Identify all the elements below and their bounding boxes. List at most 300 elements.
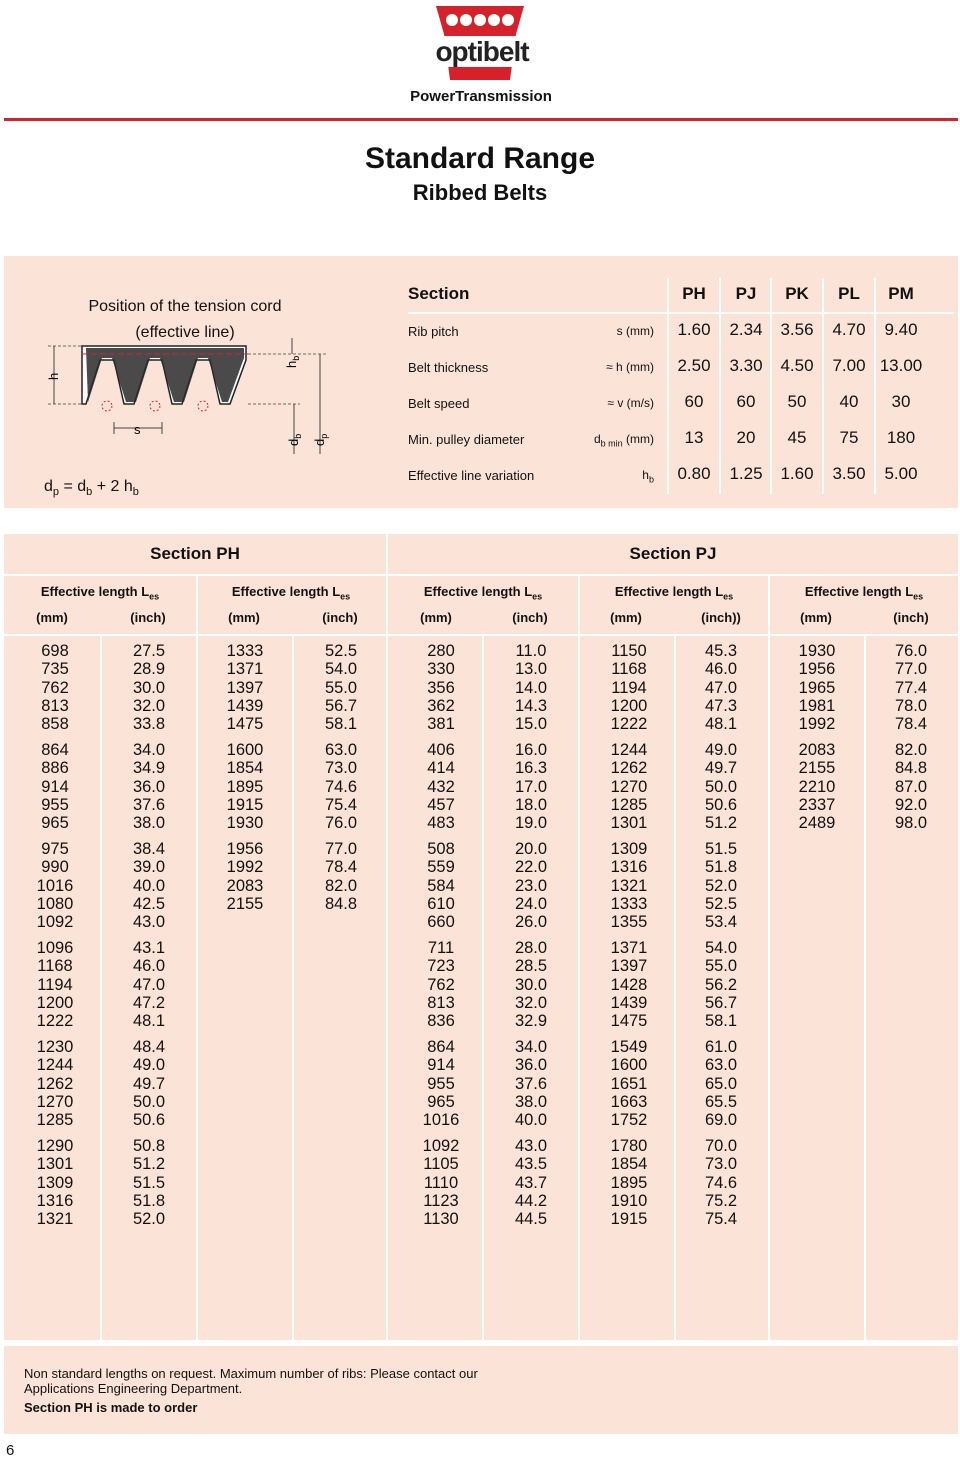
length-cell: 990 [41, 858, 69, 877]
length-cell: 28.9 [132, 660, 166, 679]
length-cell: 1092 [422, 1136, 460, 1155]
length-cell: 1262 [610, 759, 648, 778]
length-cell: 55.0 [324, 678, 358, 697]
length-cell: 52.5 [324, 642, 358, 660]
length-cell: 1992 [798, 715, 836, 734]
length-cell: 52.5 [704, 894, 738, 913]
length-cell: 1290 [36, 1136, 74, 1155]
length-cell: 1092 [36, 913, 74, 932]
length-cell: 508 [427, 839, 455, 858]
length-cell: 77.0 [894, 660, 928, 679]
length-cell: 1316 [610, 858, 648, 877]
length-cell: 73.0 [704, 1155, 738, 1174]
label-db: $d_b$ [286, 433, 303, 446]
length-cell: 559 [427, 858, 455, 877]
length-cell: 1780 [610, 1136, 648, 1155]
length-cell: 406 [427, 740, 455, 759]
length-cell: 1194 [611, 678, 647, 697]
row-group [102, 840, 196, 931]
length-cell: 48.1 [132, 1012, 166, 1031]
length-cell: 51.8 [132, 1191, 166, 1210]
notes-panel [4, 1346, 958, 1434]
row-group [198, 642, 292, 733]
row-group [864, 642, 958, 733]
row-group [674, 1137, 768, 1228]
length-cell: 762 [41, 678, 69, 697]
length-cell: 32.0 [514, 993, 548, 1012]
length-cell: 75.4 [324, 795, 358, 814]
length-cell: 1130 [423, 1210, 459, 1229]
length-cell: 43.7 [514, 1173, 548, 1192]
notes-text: Non standard lengths on request. Maximum number of ribs: Please contact our Applications Engineering Department. [24, 1366, 478, 1396]
length-cell: 1965 [798, 678, 836, 697]
length-cell: 52.0 [132, 1210, 166, 1229]
length-cell: 76.0 [894, 642, 928, 660]
length-cell: 30.0 [132, 678, 166, 697]
row-group [8, 939, 102, 1030]
unit-mm: (mm) [420, 610, 452, 625]
length-cell: 63.0 [324, 740, 358, 759]
length-cell: 381 [427, 715, 455, 734]
row-group [8, 1137, 102, 1228]
length-cell: 1316 [36, 1191, 74, 1210]
section-pm: PM [888, 284, 914, 303]
length-cell: 1222 [610, 715, 648, 734]
length-cell: 74.6 [704, 1173, 738, 1192]
length-cell: 1309 [36, 1173, 74, 1192]
length-cell: 78.0 [894, 696, 928, 715]
unit-inch: (inch) [893, 610, 929, 625]
row-group [770, 642, 864, 733]
length-cell: 50.6 [704, 795, 738, 814]
length-cell: 660 [427, 913, 455, 932]
length-cell: 48.1 [704, 715, 738, 734]
length-cell: 56.7 [704, 993, 738, 1012]
row-group [674, 1038, 768, 1129]
length-cell: 54.0 [324, 660, 358, 679]
row-group [484, 840, 578, 931]
row-group [394, 741, 488, 832]
spec-row-min-pulley: Min. pulley diameter $d_{b min}$ (mm) 13 20 45 75 180 [408, 428, 916, 449]
length-cell: 1333 [226, 642, 264, 660]
length-cell: 45.3 [704, 642, 738, 660]
length-cell: 1956 [226, 839, 264, 858]
row-group [394, 939, 488, 1030]
length-cell: 1956 [798, 660, 836, 679]
length-cell: 1600 [610, 1056, 648, 1075]
length-cell: 914 [427, 1056, 455, 1075]
page-title: Standard Range [364, 142, 596, 175]
pj-inch-column-2 [674, 642, 768, 1236]
length-cell: 1285 [610, 795, 648, 814]
page-subtitle: Ribbed Belts [412, 180, 548, 205]
length-cell: 78.4 [324, 858, 358, 877]
length-cell: 42.5 [132, 894, 166, 913]
eff-length-heading: Effective length $L_{es}$ [804, 584, 924, 602]
row-group [864, 741, 958, 832]
length-cell: 1663 [610, 1092, 648, 1111]
length-cell: 36.0 [132, 777, 166, 796]
length-cell: 58.1 [324, 715, 358, 734]
eff-length-heading: Effective length $L_{es}$ [231, 584, 351, 602]
length-cell: 1285 [36, 1111, 74, 1130]
length-cell: 23.0 [514, 876, 548, 895]
row-group [102, 1137, 196, 1228]
length-cell: 1397 [226, 678, 264, 697]
row-group [294, 741, 388, 832]
notes-made-to-order: Section PH is made to order [24, 1400, 198, 1415]
length-tables-panel [4, 534, 958, 1340]
length-cell: 26.0 [514, 913, 548, 932]
ph-inch-column-2 [294, 642, 388, 921]
length-cell: 61.0 [704, 1037, 738, 1056]
spec-vline [874, 278, 876, 494]
length-cell: 457 [427, 795, 455, 814]
length-cell: 1244 [36, 1056, 74, 1075]
length-cell: 47.0 [132, 975, 166, 994]
length-cell: 698 [41, 642, 69, 660]
length-cell: 2155 [798, 759, 836, 778]
length-cell: 2489 [798, 814, 836, 833]
spec-vline [770, 278, 772, 494]
length-cell: 51.2 [704, 814, 738, 833]
length-cell: 280 [427, 642, 455, 660]
length-cell: 40.0 [132, 876, 166, 895]
length-cell: 56.2 [704, 975, 738, 994]
unit-inch: (inch) [512, 610, 548, 625]
row-group [8, 840, 102, 931]
length-cell: 1992 [226, 858, 264, 877]
length-cell: 18.0 [514, 795, 548, 814]
row-group [484, 939, 578, 1030]
length-cell: 49.0 [132, 1056, 166, 1075]
length-cell: 1016 [36, 876, 74, 895]
length-cell: 46.0 [132, 957, 166, 976]
length-cell: 22.0 [514, 858, 548, 877]
row-group [582, 939, 676, 1030]
length-cell: 28.0 [514, 938, 548, 957]
row-group [484, 642, 578, 733]
pj-mm-column-1 [394, 642, 488, 1236]
row-group [770, 741, 864, 832]
label-dp: $d_p$ [312, 433, 329, 446]
length-cell: 46.0 [704, 660, 738, 679]
length-cell: 813 [41, 696, 69, 715]
length-cell: 84.8 [894, 759, 928, 778]
section-ph-title: Section PH [150, 544, 240, 563]
length-cell: 24.0 [514, 894, 548, 913]
length-cell: 1915 [610, 1210, 648, 1229]
length-cell: 87.0 [894, 777, 928, 796]
length-cell: 77.4 [894, 678, 928, 697]
length-cell: 14.0 [514, 678, 548, 697]
length-cell: 584 [427, 876, 455, 895]
length-cell: 1222 [36, 1012, 74, 1031]
length-cell: 52.0 [704, 876, 738, 895]
length-cell: 15.0 [514, 715, 548, 734]
ph-inch-column-1 [102, 642, 196, 1236]
length-cell: 51.2 [132, 1155, 166, 1174]
length-cell: 432 [427, 777, 455, 796]
label-h: h [46, 372, 61, 380]
length-cell: 34.9 [132, 759, 166, 778]
ph-mm-column-2 [198, 642, 292, 921]
length-cell: 74.6 [324, 777, 358, 796]
row-group [394, 1038, 488, 1129]
length-cell: 70.0 [704, 1136, 738, 1155]
length-cell: 1355 [610, 913, 648, 932]
length-cell: 65.5 [704, 1092, 738, 1111]
length-cell: 1371 [610, 938, 648, 957]
length-cell: 2083 [226, 876, 264, 895]
length-cell: 78.4 [894, 715, 928, 734]
length-cell: 82.0 [894, 740, 928, 759]
length-cell: 34.0 [514, 1037, 548, 1056]
length-cell: 1895 [610, 1173, 648, 1192]
length-cell: 34.0 [132, 740, 166, 759]
length-cell: 1428 [610, 975, 648, 994]
length-cell: 98.0 [894, 814, 928, 833]
row-group [294, 642, 388, 733]
length-cell: 77.0 [324, 839, 358, 858]
length-cell: 73.0 [324, 759, 358, 778]
length-cell: 84.8 [324, 894, 358, 913]
length-cell: 1895 [226, 777, 264, 796]
length-cell: 836 [427, 1012, 455, 1031]
length-cell: 47.3 [704, 696, 738, 715]
length-cell: 48.4 [132, 1037, 166, 1056]
length-cell: 47.0 [704, 678, 738, 697]
length-cell: 50.0 [132, 1092, 166, 1111]
row-group [674, 939, 768, 1030]
spec-divider [408, 312, 954, 314]
length-cell: 955 [427, 1074, 455, 1093]
length-cell: 43.0 [514, 1136, 548, 1155]
spec-row-rib-pitch: Rib pitch s (mm) 1.60 2.34 3.56 4.70 9.40 [408, 320, 918, 339]
length-cell: 1270 [36, 1092, 74, 1111]
length-cell: 723 [427, 957, 455, 976]
length-cell: 16.0 [514, 740, 548, 759]
pj-mm-column-3 [770, 642, 864, 840]
length-cell: 54.0 [704, 938, 738, 957]
tagline: PowerTransmission [410, 88, 552, 105]
row-group [484, 1137, 578, 1228]
length-cell: 1150 [611, 642, 647, 660]
pj-inch-column-1 [484, 642, 578, 1236]
spec-row-belt-thickness: Belt thickness ≈ h (mm) 2.50 3.30 4.50 7.00 13.00 [408, 356, 923, 375]
length-cell: 1244 [610, 740, 648, 759]
length-cell: 356 [427, 678, 455, 697]
pj-inch-column-3 [864, 642, 958, 840]
length-cell: 50.8 [132, 1136, 166, 1155]
row-group [198, 840, 292, 913]
length-cell: 17.0 [514, 777, 548, 796]
pj-mm-column-2 [582, 642, 676, 1236]
header-divider [4, 118, 958, 121]
section-pj: PJ [735, 284, 757, 303]
length-cell: 44.2 [514, 1191, 548, 1210]
length-cell: 50.6 [132, 1111, 166, 1130]
length-cell: 49.0 [704, 740, 738, 759]
length-cell: 1439 [226, 696, 264, 715]
length-cell: 75.4 [704, 1210, 738, 1229]
length-cell: 1096 [36, 938, 74, 957]
length-cell: 65.0 [704, 1074, 738, 1093]
length-cell: 49.7 [132, 1074, 166, 1093]
spec-row-belt-speed: Belt speed ≈ v (m/s) 60 60 50 40 30 [408, 392, 911, 411]
row-group [582, 1137, 676, 1228]
length-cell: 14.3 [514, 696, 548, 715]
length-cell: 28.5 [514, 957, 548, 976]
length-cell: 1752 [610, 1111, 648, 1130]
row-group [8, 642, 102, 733]
length-cell: 864 [427, 1037, 455, 1056]
row-group [674, 741, 768, 832]
length-cell: 1930 [798, 642, 836, 660]
length-cell: 30.0 [514, 975, 548, 994]
spec-header-row [408, 278, 954, 314]
length-cell: 33.8 [132, 715, 166, 734]
length-cell: 2083 [798, 740, 836, 759]
diagram-title: Position of the tension cord (effective line) [88, 298, 282, 341]
section-ph: PH [682, 284, 706, 303]
length-cell: 1854 [610, 1155, 648, 1174]
length-cell: 2210 [798, 777, 836, 796]
length-cell: 813 [427, 993, 455, 1012]
length-cell: 13.0 [514, 660, 548, 679]
spec-vline [822, 278, 824, 494]
row-group [394, 642, 488, 733]
length-cell: 483 [427, 814, 455, 833]
length-cell: 38.0 [132, 814, 166, 833]
unit-mm: (mm) [228, 610, 260, 625]
row-group [394, 840, 488, 931]
row-group [484, 1038, 578, 1129]
length-cell: 1371 [226, 660, 264, 679]
length-cell: 1475 [226, 715, 264, 734]
length-cell: 965 [41, 814, 69, 833]
length-cell: 1651 [610, 1074, 648, 1093]
length-cell: 2155 [226, 894, 264, 913]
length-cell: 63.0 [704, 1056, 738, 1075]
length-cell: 1230 [36, 1037, 74, 1056]
length-cell: 362 [427, 696, 455, 715]
length-cell: 92.0 [894, 795, 928, 814]
length-cell: 1200 [36, 993, 74, 1012]
length-cell: 886 [41, 759, 69, 778]
section-pk: PK [785, 284, 809, 303]
eff-length-heading: Effective length $L_{es}$ [614, 584, 734, 602]
unit-inch: (inch)) [701, 610, 741, 625]
eff-length-heading: Effective length $L_{es}$ [40, 584, 160, 602]
length-cell: 1194 [37, 975, 73, 994]
spec-row-effective-line: Effective line variation $h_b$ 0.80 1.25 1.60 3.50 5.00 [408, 464, 918, 485]
length-cell: 37.6 [132, 795, 166, 814]
length-cell: 914 [41, 777, 69, 796]
row-group [582, 840, 676, 931]
row-group [582, 1038, 676, 1129]
length-cell: 32.0 [132, 696, 166, 715]
length-cell: 330 [427, 660, 455, 679]
unit-inch: (inch) [322, 610, 358, 625]
belt-cross-section-diagram [42, 324, 332, 464]
unit-inch: (inch) [130, 610, 166, 625]
section-pl: PL [838, 284, 860, 303]
label-hb: $h_b$ [284, 355, 301, 368]
length-cell: 44.5 [514, 1210, 548, 1229]
length-cell: 32.9 [514, 1012, 548, 1031]
length-cell: 38.4 [132, 839, 166, 858]
length-cell: 1168 [611, 660, 647, 679]
length-cell: 37.6 [514, 1074, 548, 1093]
length-cell: 49.7 [704, 759, 738, 778]
row-group [8, 1038, 102, 1129]
length-cell: 76.0 [324, 814, 358, 833]
spec-vline [719, 278, 721, 494]
length-cell: 1915 [226, 795, 264, 814]
unit-mm: (mm) [800, 610, 832, 625]
length-cell: 1321 [36, 1210, 74, 1229]
length-cell: 43.0 [132, 913, 166, 932]
length-cell: 610 [427, 894, 455, 913]
length-cell: 51.5 [132, 1173, 166, 1192]
row-group [294, 840, 388, 913]
length-cell: 43.5 [514, 1155, 548, 1174]
length-cell: 75.2 [704, 1191, 738, 1210]
row-group [198, 741, 292, 832]
length-cell: 975 [41, 839, 69, 858]
length-cell: 1981 [798, 696, 836, 715]
length-cell: 735 [41, 660, 69, 679]
section-label: Section [408, 284, 470, 303]
length-cell: 965 [427, 1092, 455, 1111]
row-group [102, 741, 196, 832]
length-cell: 858 [41, 715, 69, 734]
length-cell: 2337 [798, 795, 836, 814]
length-cell: 1270 [610, 777, 648, 796]
length-cell: 51.5 [704, 839, 738, 858]
length-cell: 864 [41, 740, 69, 759]
length-cell: 39.0 [132, 858, 166, 877]
length-cell: 1200 [610, 696, 648, 715]
length-cell: 1439 [610, 993, 648, 1012]
unit-mm: (mm) [610, 610, 642, 625]
length-cell: 38.0 [514, 1092, 548, 1111]
length-cell: 1016 [422, 1111, 460, 1130]
length-cell: 1110 [423, 1173, 459, 1192]
diameter-formula: $d_p = d_b + 2$ $h_b$ [44, 478, 139, 499]
spec-vline [667, 278, 669, 494]
column-separator [578, 574, 580, 1340]
length-cell: 36.0 [514, 1056, 548, 1075]
length-cell: 43.1 [132, 938, 166, 957]
row-group [394, 1137, 488, 1228]
length-cell: 1600 [226, 740, 264, 759]
length-cell: 50.0 [704, 777, 738, 796]
page-number: 6 [6, 1442, 15, 1459]
length-cell: 56.7 [324, 696, 358, 715]
length-divider [4, 574, 958, 576]
length-cell: 51.8 [704, 858, 738, 877]
length-cell: 55.0 [704, 957, 738, 976]
row-group [102, 939, 196, 1030]
length-cell: 414 [427, 759, 455, 778]
ph-mm-column-1 [8, 642, 102, 1236]
length-cell: 16.3 [514, 759, 548, 778]
row-group [484, 741, 578, 832]
row-group [8, 741, 102, 832]
length-cell: 1910 [610, 1191, 648, 1210]
